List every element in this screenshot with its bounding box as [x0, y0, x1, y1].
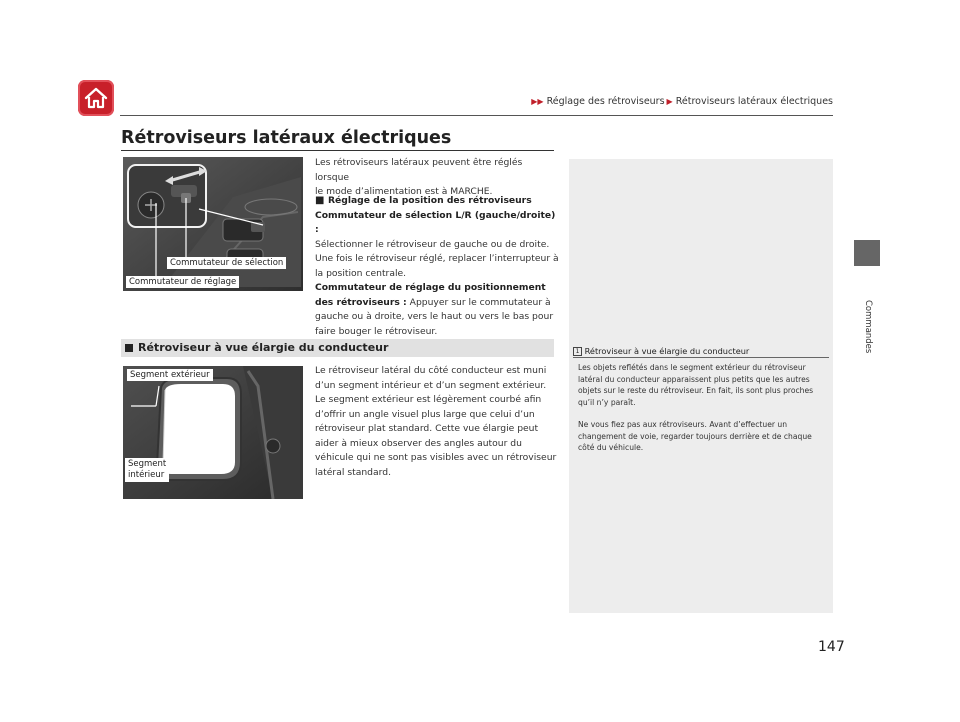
section-heading: Rétroviseur à vue élargie du conducteur	[138, 341, 389, 354]
text-line: Le segment extérieur est légèrement courbé afin	[315, 394, 542, 405]
text-line: la position centrale.	[315, 267, 407, 279]
item-label-adjust: Commutateur de réglage du positionnement	[315, 282, 546, 293]
page-number: 147	[818, 639, 845, 655]
intro-text	[315, 156, 555, 200]
text-line: Les rétroviseurs latéraux peuvent être réglés lorsque	[315, 157, 523, 183]
page-title: Rétroviseurs latéraux électriques	[121, 128, 452, 148]
text-line: faire bouger le rétroviseur.	[315, 325, 438, 337]
wide-mirror-illustration	[123, 366, 303, 499]
note-marker-icon: 1	[573, 347, 582, 356]
text-line: aider à mieux observer des angles autour du	[315, 437, 522, 449]
subsection-adjust	[315, 194, 560, 339]
section2-text	[315, 364, 560, 480]
square-bullet-icon	[125, 344, 133, 352]
square-bullet-icon: ■	[315, 195, 328, 206]
callout-outer-segment: Segment extérieur	[127, 369, 213, 381]
chapter-label-text: Commandes	[863, 300, 873, 354]
breadcrumb-item[interactable]: Réglage des rétroviseurs	[546, 96, 665, 107]
header-divider	[120, 115, 833, 116]
title-divider	[121, 150, 554, 151]
callout-adjust-switch: Commutateur de réglage	[126, 276, 239, 288]
subsection-heading: ■ Réglage de la position des rétroviseurs	[315, 195, 532, 206]
text-line: d’un segment intérieur et d’un segment extérieur.	[315, 379, 547, 391]
text-line: objets sur le reste du rétroviseur. En fait, ils sont plus proches	[578, 386, 814, 395]
text-line: Le rétroviseur latéral du côté conducteur est muni	[315, 365, 547, 376]
chapter-tab[interactable]	[854, 240, 880, 266]
text-line: côté du véhicule.	[578, 443, 644, 452]
text-line: gauche ou à droite, vers le haut ou vers le bas pour	[315, 311, 554, 322]
note-body	[578, 362, 824, 454]
breadcrumb-arrow-icon: ▶▶	[531, 97, 544, 106]
text-line: le mode d’alimentation est à MARCHE.	[315, 186, 493, 197]
home-icon	[83, 86, 109, 110]
text-line: Sélectionner le rétroviseur de gauche ou de droite.	[315, 238, 550, 250]
text-line: Les objets reflétés dans le segment extérieur du rétroviseur	[578, 363, 806, 372]
breadcrumb-item[interactable]: Rétroviseurs latéraux électriques	[675, 96, 833, 107]
breadcrumb	[120, 96, 833, 107]
switch-drawing	[123, 157, 303, 291]
mirror-switch-illustration	[123, 157, 303, 291]
section-heading-bar	[121, 339, 554, 357]
note-heading: 1 Rétroviseur à vue élargie du conducteur	[573, 346, 829, 356]
chapter-label	[854, 300, 880, 360]
breadcrumb-arrow-icon: ▶	[666, 97, 673, 106]
text-line: véhicule qui ne sont pas visibles avec un rétroviseur	[315, 452, 557, 463]
item-label-selection: Commutateur de sélection L/R (gauche/droite) :	[315, 209, 556, 235]
text-line: Une fois le rétroviseur réglé, replacer l’interrupteur à	[315, 253, 559, 264]
text-line: qu’il n’y paraît.	[578, 397, 636, 407]
text-line: latéral standard.	[315, 466, 391, 478]
text-line: latéral du conducteur apparaissent plus petits que les autres	[578, 374, 810, 384]
callout-inner-segment: Segment intérieur	[125, 458, 169, 482]
text-line: d’offrir un angle visuel plus large que celui d’un	[315, 408, 535, 420]
text-line: changement de voie, regarder toujours derrière et de chaque	[578, 431, 812, 441]
home-button[interactable]	[78, 80, 114, 116]
text-line: rétroviseur plat standard. Cette vue élargie peut	[315, 423, 539, 434]
text-line: des rétroviseurs : Appuyer sur le commutateur à	[315, 296, 551, 308]
callout-selection-switch: Commutateur de sélection	[167, 257, 286, 269]
note-divider	[573, 357, 829, 358]
text-line: Ne vous fiez pas aux rétroviseurs. Avant d’effectuer un	[578, 420, 788, 429]
